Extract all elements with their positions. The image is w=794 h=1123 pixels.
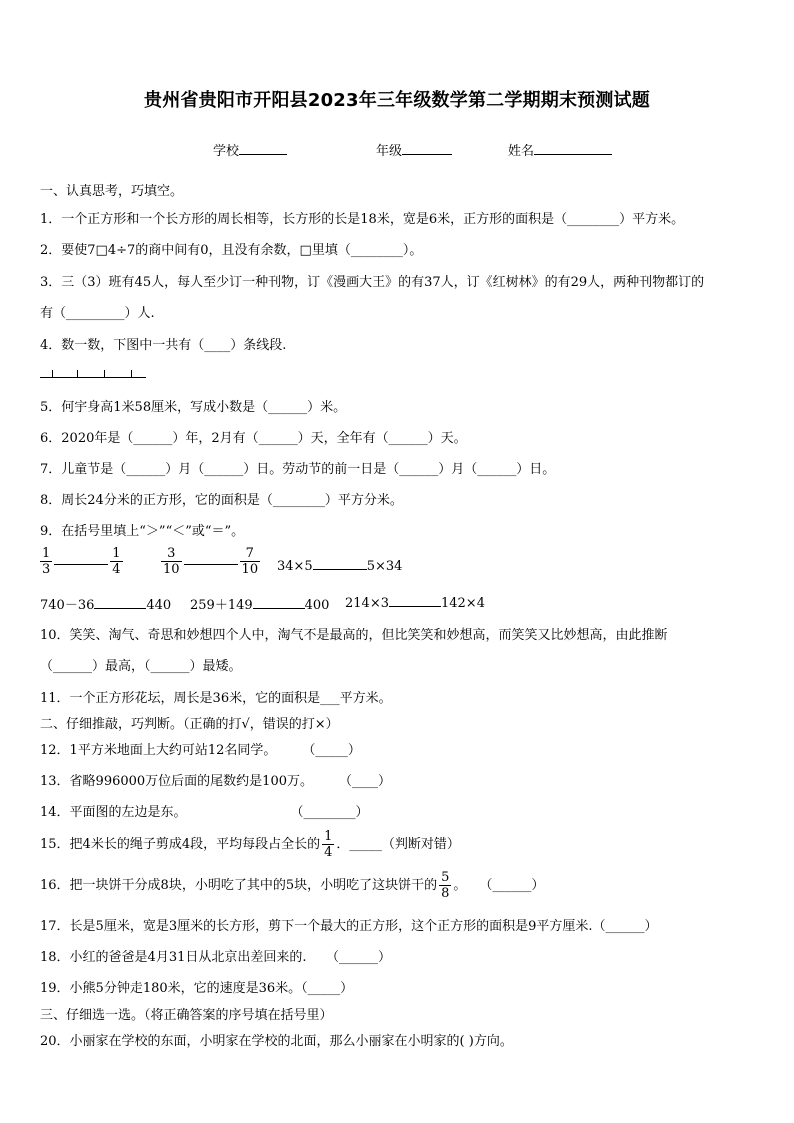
question-6: 6．2020年是（______）年，2月有（______）天，全年有（______）天。 bbox=[40, 431, 467, 446]
grade-blank[interactable] bbox=[402, 140, 452, 155]
question-18: 18．小红的爸爸是4月31日从北京出差回来的. （______） bbox=[40, 950, 391, 965]
compare-fraction-2 bbox=[159, 546, 262, 577]
compare-row-2-a: 740－36 440 bbox=[40, 598, 172, 613]
fraction-five-eighths: $\frac{5}{8}$ bbox=[441, 870, 450, 901]
question-2: 2．要使7□4÷7的商中间有0，且没有余数，□里填（________）。 bbox=[40, 243, 423, 258]
segment-tick bbox=[77, 370, 78, 377]
compare-row-2-c: 214×3 142×4 bbox=[345, 596, 485, 611]
question-20: 20．小丽家在学校的东面，小明家在学校的北面，那么小丽家在小明家的( )方向。 bbox=[40, 1034, 513, 1049]
section-3-heading: 三、仔细选一选。（将正确答案的序号填在括号里） bbox=[40, 1008, 333, 1023]
segment-tick bbox=[52, 370, 53, 377]
compare-blank[interactable] bbox=[389, 594, 441, 607]
name-label: 姓名 bbox=[508, 144, 535, 159]
question-7: 7．儿童节是（______）月（______）日。劳动节的前一日是（______）月（______）日。 bbox=[40, 462, 556, 477]
school-label: 学校 bbox=[213, 144, 240, 159]
section-2-heading: 二、仔细推敲，巧判断。（正确的打√，错误的打×） bbox=[40, 717, 339, 732]
question-10-line-1: 10．笑笑、淘气、奇思和妙想四个人中，淘气不是最高的，但比笑笑和妙想高，而笑笑又比妙想高，由此推断 bbox=[40, 628, 668, 643]
compare-product: 34×5 5×34 bbox=[277, 559, 403, 574]
compare-blank[interactable] bbox=[54, 552, 108, 565]
segment-tick bbox=[131, 370, 132, 377]
question-11: 11．一个正方形花坛，周长是36米，它的面积是___平方米。 bbox=[40, 691, 392, 706]
fraction-three-tenths: $\frac{3}{10}$ bbox=[163, 546, 180, 577]
question-13: 13．省略996000万位后面的尾数约是100万。 （____） bbox=[40, 774, 391, 789]
question-19: 19．小熊5分钟走180米，它的速度是36米。（_____） bbox=[40, 981, 354, 996]
question-14: 14．平面图的左边是东。 （________） bbox=[40, 805, 369, 820]
fraction-one-quarter: $\frac{1}{4}$ bbox=[112, 546, 121, 577]
question-16: 16．把一块饼干分成8块，小明吃了其中的5块，小明吃了这块饼干的 $\frac{5}{8}$ 。 （______） bbox=[40, 870, 545, 901]
page-title: 贵州省贵阳市开阳县2023年三年级数学第二学期期末预测试题 bbox=[144, 90, 650, 111]
question-17: 17．长是5厘米，宽是3厘米的长方形，剪下一个最大的正方形，这个正方形的面积是9平方厘米.（______） bbox=[40, 919, 658, 934]
question-10-line-2: （______）最高，（______）最矮。 bbox=[40, 659, 242, 674]
question-9: 9．在括号里填上“＞”“＜”或“＝”。 bbox=[40, 524, 245, 539]
name-field[interactable] bbox=[508, 140, 612, 159]
fraction-one-quarter-q15: $\frac{1}{4}$ bbox=[324, 829, 333, 860]
compare-blank[interactable] bbox=[313, 557, 367, 570]
segment-tick bbox=[104, 370, 105, 377]
compare-blank[interactable] bbox=[94, 596, 146, 609]
section-1-heading: 一、认真思考，巧填空。 bbox=[40, 184, 184, 199]
compare-row-2-b: 259＋149 400 bbox=[190, 598, 330, 613]
fraction-one-third: $\frac{1}{3}$ bbox=[42, 546, 51, 577]
grade-label: 年级 bbox=[376, 144, 403, 159]
compare-blank[interactable] bbox=[253, 596, 305, 609]
name-blank[interactable] bbox=[534, 140, 612, 155]
question-4: 4．数一数，下图中一共有（____）条线段. bbox=[40, 338, 287, 353]
question-5: 5．何宇身高1米58厘米，写成小数是（______）米。 bbox=[40, 400, 347, 415]
fraction-seven-tenths: $\frac{7}{10}$ bbox=[241, 546, 259, 577]
question-12: 12．1平方米地面上大约可站12名同学。 （_____） bbox=[40, 743, 361, 758]
segment-baseline bbox=[40, 377, 146, 378]
grade-field[interactable] bbox=[376, 140, 452, 159]
question-3-line-2: 有（_________）人. bbox=[40, 306, 155, 321]
question-15: 15．把4米长的绳子剪成4段，平均每段占全长的 $\frac{1}{4}$ ．_____（判断对错） bbox=[40, 829, 460, 860]
school-field[interactable] bbox=[213, 140, 287, 159]
question-3-line-1: 3．三（3）班有45人，每人至少订一种刊物，订《漫画大王》的有37人，订《红树林》的有29人，两种刊物都订的 bbox=[40, 275, 705, 290]
question-8: 8．周长24分米的正方形，它的面积是（________）平方分米。 bbox=[40, 493, 403, 508]
compare-blank[interactable] bbox=[184, 552, 238, 565]
school-blank[interactable] bbox=[239, 140, 287, 155]
question-1: 1．一个正方形和一个长方形的周长相等，长方形的长是18米，宽是6米，正方形的面积是（________）平方米。 bbox=[40, 212, 685, 227]
compare-fraction-1 bbox=[38, 546, 125, 577]
